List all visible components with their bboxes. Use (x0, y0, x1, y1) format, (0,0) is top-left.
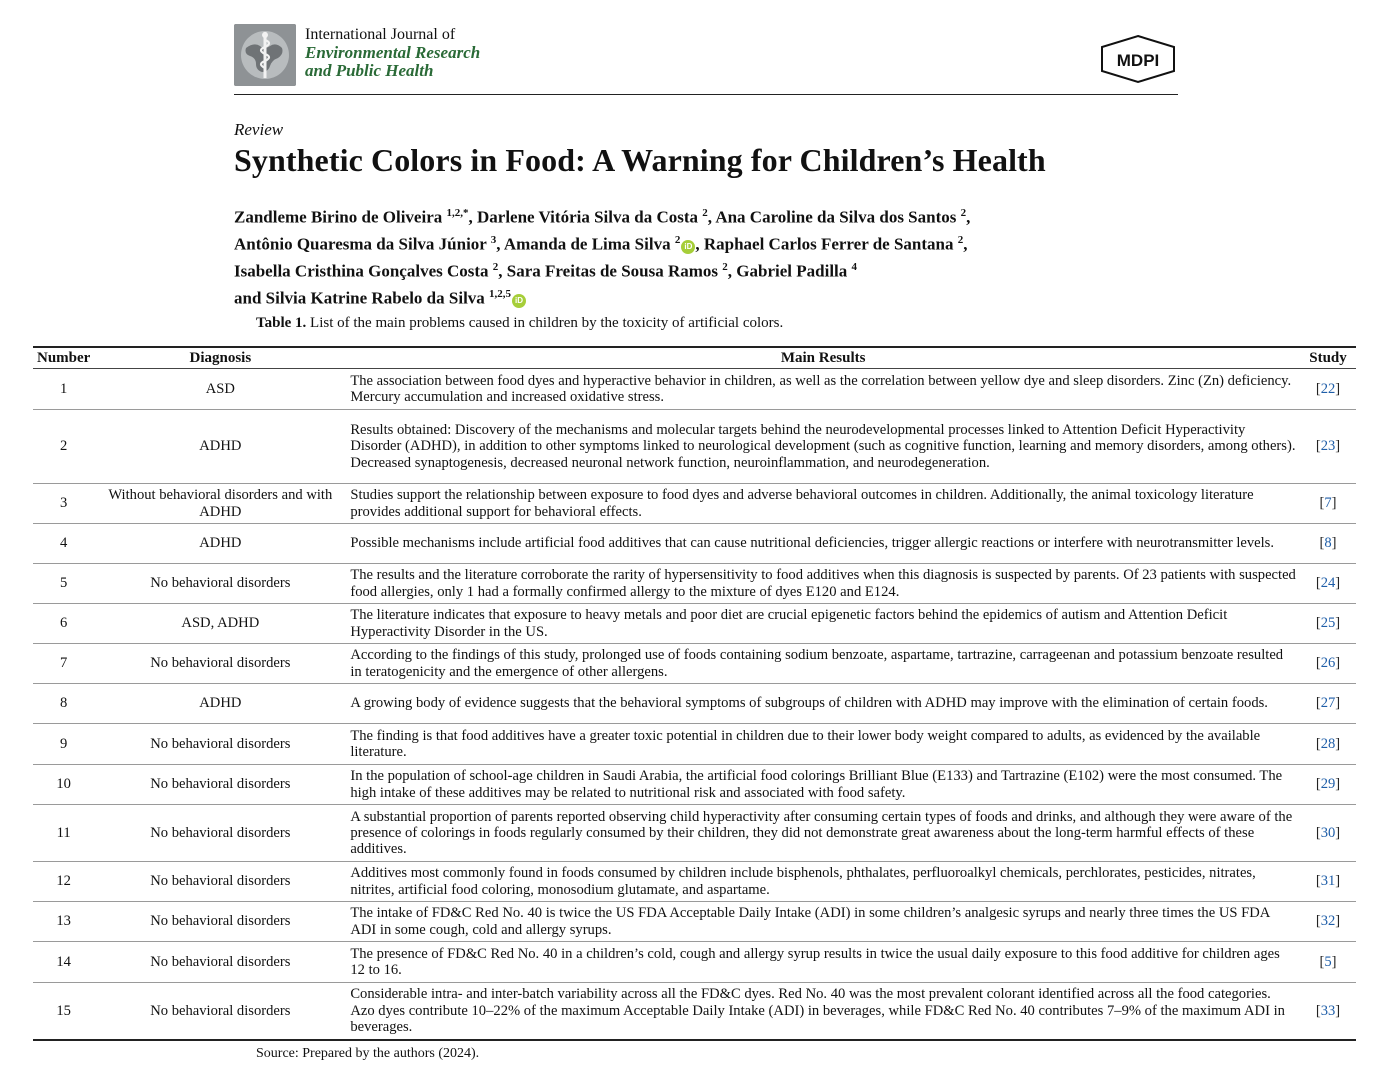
orcid-icon[interactable]: iD (512, 294, 526, 308)
author-separator: , (498, 261, 507, 281)
row-study (1300, 902, 1356, 942)
author-name[interactable]: Amanda de Lima Silva (503, 234, 671, 254)
row-study (1300, 604, 1356, 644)
row-number: 10 (33, 765, 94, 805)
author-name[interactable]: and Silvia Katrine Rabelo da Silva (234, 289, 485, 309)
row-diagnosis: No behavioral disorders (94, 564, 346, 604)
bracket-open: [ (1319, 495, 1325, 512)
journal-logo-icon (234, 24, 296, 86)
row-diagnosis: No behavioral disorders (94, 942, 346, 983)
row-main-results: Studies support the relationship between exposure to food dyes and adverse behavioral outcomes in children. Additionally, the animal toxicology literature provides additional support for behavioral effects. (346, 484, 1300, 524)
reference-link[interactable]: 22 (1320, 380, 1336, 397)
row-diagnosis: No behavioral disorders (94, 765, 346, 805)
reference-link[interactable]: 28 (1320, 735, 1336, 752)
row-study (1300, 942, 1356, 983)
bracket-close: ] (1331, 953, 1337, 970)
reference-link[interactable]: 23 (1320, 438, 1336, 455)
bracket-close: ] (1335, 575, 1341, 592)
row-diagnosis: ADHD (94, 684, 346, 724)
author-name[interactable]: Zandleme Birino de Oliveira (234, 207, 443, 227)
bracket-close: ] (1331, 495, 1337, 512)
reference-link[interactable]: 30 (1320, 824, 1336, 841)
bracket-open: [ (1315, 438, 1321, 455)
author-list (234, 202, 1134, 311)
orcid-icon[interactable]: iD (681, 240, 695, 254)
row-main-results: The intake of FD&C Red No. 40 is twice the US FDA Acceptable Daily Intake (ADI) in some children’s analgesic syrups and nearly three times the US FDA ADI in some cough, cold and allergy syrups. (346, 902, 1300, 942)
bracket-open: [ (1315, 735, 1321, 752)
row-diagnosis: ADHD (94, 524, 346, 564)
author-name[interactable]: Raphael Carlos Ferrer de Santana (703, 234, 954, 254)
row-main-results: A substantial proportion of parents reported observing child hyperactivity after consuming certain types of foods and drinks, and although they were aware of the presence of colorings in foods regularly consumed by their children, they did not demonstrate great awareness about the long-term harmful effects of these additives. (346, 805, 1300, 862)
author-affiliation: 1,2,* (446, 207, 469, 219)
article-title: Synthetic Colors in Food: A Warning for Children’s Health (234, 142, 1046, 178)
bracket-open: [ (1315, 776, 1321, 793)
table-row (33, 862, 1356, 902)
bracket-close: ] (1335, 695, 1341, 712)
table-row (33, 805, 1356, 862)
table-row (33, 902, 1356, 942)
bracket-close: ] (1335, 824, 1341, 841)
author-name[interactable]: Gabriel Padilla (736, 261, 848, 281)
table-row (33, 765, 1356, 805)
author-name[interactable]: Darlene Vitória Silva da Costa (477, 207, 698, 227)
publisher-logo (1098, 34, 1178, 84)
row-study (1300, 484, 1356, 524)
row-study (1300, 369, 1356, 410)
article-type: Review (234, 120, 284, 139)
bracket-open: [ (1315, 380, 1321, 397)
journal-name-line3: and Public Health (305, 61, 434, 80)
author-line (234, 256, 1134, 283)
bracket-close: ] (1335, 1002, 1341, 1019)
journal-header (234, 22, 1178, 95)
author-separator: , (966, 207, 971, 227)
journal-name-line2: Environmental Research (305, 43, 481, 62)
row-diagnosis: ASD, ADHD (94, 604, 346, 644)
row-diagnosis: ASD (94, 369, 346, 410)
header-number: Number (33, 347, 94, 369)
row-number: 6 (33, 604, 94, 644)
table-row (33, 983, 1356, 1040)
author-affiliation: 1,2,5 (489, 288, 512, 301)
table-row (33, 942, 1356, 983)
table-row (33, 524, 1356, 564)
row-number: 8 (33, 684, 94, 724)
author-affiliation: 2 (957, 234, 964, 247)
journal-name (305, 26, 480, 80)
row-number: 2 (33, 410, 94, 484)
author-name[interactable]: Isabella Cristhina Gonçalves Costa (234, 261, 489, 281)
author-separator: , (496, 234, 504, 254)
row-number: 11 (33, 805, 94, 862)
bracket-close: ] (1335, 615, 1341, 632)
row-study (1300, 983, 1356, 1040)
bracket-open: [ (1315, 873, 1321, 890)
reference-link[interactable]: 7 (1324, 495, 1332, 512)
table-row (33, 369, 1356, 410)
row-study (1300, 805, 1356, 862)
author-name[interactable]: Antônio Quaresma da Silva Júnior (234, 234, 487, 254)
row-main-results: Possible mechanisms include artificial food additives that can cause nutritional deficiencies, trigger allergic reactions or interfere with neurotransmitter levels. (346, 524, 1300, 564)
row-number: 5 (33, 564, 94, 604)
row-main-results: Additives most commonly found in foods consumed by children include bisphenols, phthalates, perfluoroalkyl chemicals, perchlorates, pesticides, nitrates, nitrites, artificial food coloring, monosodium glutamate, and aspartame. (346, 862, 1300, 902)
bracket-close: ] (1335, 735, 1341, 752)
bracket-open: [ (1315, 575, 1321, 592)
author-separator: , (727, 261, 737, 281)
row-study (1300, 724, 1356, 765)
table-caption (256, 315, 783, 332)
row-main-results: The presence of FD&C Red No. 40 in a children’s cold, cough and allergy syrup results in twice the usual daily exposure to this food additive for children ages 12 to 16. (346, 942, 1300, 983)
table-row (33, 644, 1356, 684)
author-affiliation: 2 (674, 234, 681, 247)
reference-link[interactable]: 27 (1320, 695, 1336, 712)
row-main-results: In the population of school-age children in Saudi Arabia, the artificial food colorings Brilliant Blue (E133) and Tartrazine (E102) were the most consumed. The high intake of these additives may be related to nutritional risk and associated with food safety. (346, 765, 1300, 805)
row-diagnosis: No behavioral disorders (94, 644, 346, 684)
author-name[interactable]: Ana Caroline da Silva dos Santos (715, 207, 957, 227)
row-study (1300, 684, 1356, 724)
bracket-open: [ (1319, 953, 1325, 970)
reference-link[interactable]: 31 (1320, 873, 1336, 890)
row-study (1300, 410, 1356, 484)
row-number: 14 (33, 942, 94, 983)
bracket-open: [ (1315, 824, 1321, 841)
author-separator: , (963, 234, 968, 254)
row-number: 15 (33, 983, 94, 1040)
reference-link[interactable]: 8 (1324, 535, 1332, 552)
author-affiliation: 2 (492, 261, 499, 274)
row-number: 13 (33, 902, 94, 942)
bracket-close: ] (1335, 655, 1341, 672)
table-source: Source: Prepared by the authors (2024). (256, 1046, 480, 1061)
reference-link[interactable]: 32 (1320, 913, 1336, 930)
reference-link[interactable]: 29 (1320, 776, 1336, 793)
bracket-open: [ (1315, 1002, 1321, 1019)
table-header-row (33, 347, 1356, 369)
row-study (1300, 765, 1356, 805)
row-main-results: A growing body of evidence suggests that the behavioral symptoms of subgroups of children with ADHD may improve with the elimination of certain foods. (346, 684, 1300, 724)
row-study (1300, 862, 1356, 902)
bracket-close: ] (1335, 380, 1341, 397)
bracket-close: ] (1335, 438, 1341, 455)
row-number: 4 (33, 524, 94, 564)
author-line (234, 202, 1134, 229)
row-number: 3 (33, 484, 94, 524)
row-diagnosis: No behavioral disorders (94, 983, 346, 1040)
row-number: 7 (33, 644, 94, 684)
table-label: Table 1. (256, 315, 307, 331)
author-affiliation: 2 (702, 207, 708, 219)
author-affiliation: 3 (490, 234, 497, 247)
table-row (33, 564, 1356, 604)
bracket-close: ] (1331, 535, 1337, 552)
reference-link[interactable]: 5 (1324, 953, 1332, 970)
row-diagnosis: No behavioral disorders (94, 862, 346, 902)
header-diagnosis: Diagnosis (94, 347, 346, 369)
author-affiliation: 2 (722, 261, 728, 274)
row-main-results: According to the findings of this study, prolonged use of foods containing sodium benzoate, aspartame, tartrazine, carrageenan and potassium benzoate resulted in teratogenicity and the emergence of other allergens. (346, 644, 1300, 684)
bracket-close: ] (1335, 776, 1341, 793)
author-separator: , (468, 207, 477, 227)
row-diagnosis: ADHD (94, 410, 346, 484)
bracket-open: [ (1319, 535, 1325, 552)
bracket-open: [ (1315, 655, 1321, 672)
bracket-open: [ (1315, 615, 1321, 632)
row-main-results: The results and the literature corroborate the rarity of hypersensitivity to food additives when this diagnosis is suspected by parents. Of 23 patients with suspected food allergies, only 1 had a formally confirmed allergy to the mixture of dyes E120 and E124. (346, 564, 1300, 604)
table-row (33, 484, 1356, 524)
row-number: 12 (33, 862, 94, 902)
header-main-results: Main Results (346, 347, 1300, 369)
author-name[interactable]: Sara Freitas de Sousa Ramos (506, 261, 719, 281)
row-main-results: The finding is that food additives have a greater toxic potential in children due to their lower body weight compared to adults, as evidenced by the available literature. (346, 724, 1300, 765)
bracket-open: [ (1315, 913, 1321, 930)
author-line (234, 283, 1134, 310)
author-separator: , (695, 234, 704, 254)
bracket-close: ] (1335, 873, 1341, 890)
bracket-close: ] (1335, 913, 1341, 930)
row-number: 9 (33, 724, 94, 765)
journal-name-line1: International Journal of (305, 26, 456, 43)
results-table (33, 346, 1356, 1041)
table-row (33, 724, 1356, 765)
table-row (33, 604, 1356, 644)
row-diagnosis: Without behavioral disorders and with ADHD (94, 484, 346, 524)
header-study: Study (1300, 347, 1356, 369)
publisher-name: MDPI (1116, 51, 1160, 70)
reference-link[interactable]: 26 (1320, 655, 1336, 672)
row-main-results: Considerable intra- and inter-batch variability across all the FD&C dyes. Red No. 40 was the most prevalent colorant identified across all the food categories. Azo dyes contribute 10–22% of the maximum Acceptable Daily Intake (ADI) in beverages, while FD&C Red No. 40 contributes 7–9% of the maximum ADI in beverages. (346, 983, 1300, 1040)
bracket-open: [ (1315, 695, 1321, 712)
table-caption-text: List of the main problems caused in children by the toxicity of artificial colors. (310, 315, 784, 331)
row-main-results: The association between food dyes and hyperactive behavior in children, as well as the correlation between yellow dye and sleep disorders. Zinc (Zn) deficiency. Mercury accumulation and increased oxidative stress. (346, 369, 1300, 410)
author-affiliation: 4 (851, 261, 858, 274)
row-main-results: Results obtained: Discovery of the mechanisms and molecular targets behind the neurodevelopmental processes linked to Attention Deficit Hyperactivity Disorder (ADHD), in addition to other symptoms linked to neurological development (such as cognitive function, learning and memory disorders, among others). Decreased synaptogenesis, decreased neuronal network function, neuroinflammation, and neurodegeneration. (346, 410, 1300, 484)
reference-link[interactable]: 33 (1320, 1002, 1336, 1019)
row-main-results: The literature indicates that exposure to heavy metals and poor diet are crucial epigenetic factors behind the epidemics of autism and Attention Deficit Hyperactivity Disorder in the US. (346, 604, 1300, 644)
author-affiliation: 2 (960, 207, 967, 219)
table-row (33, 684, 1356, 724)
row-study (1300, 644, 1356, 684)
row-diagnosis: No behavioral disorders (94, 805, 346, 862)
row-diagnosis: No behavioral disorders (94, 902, 346, 942)
reference-link[interactable]: 24 (1320, 575, 1336, 592)
table-row (33, 410, 1356, 484)
row-diagnosis: No behavioral disorders (94, 724, 346, 765)
row-study (1300, 564, 1356, 604)
author-line (234, 229, 1134, 256)
row-study (1300, 524, 1356, 564)
reference-link[interactable]: 25 (1320, 615, 1336, 632)
author-separator: , (707, 207, 716, 227)
row-number: 1 (33, 369, 94, 410)
